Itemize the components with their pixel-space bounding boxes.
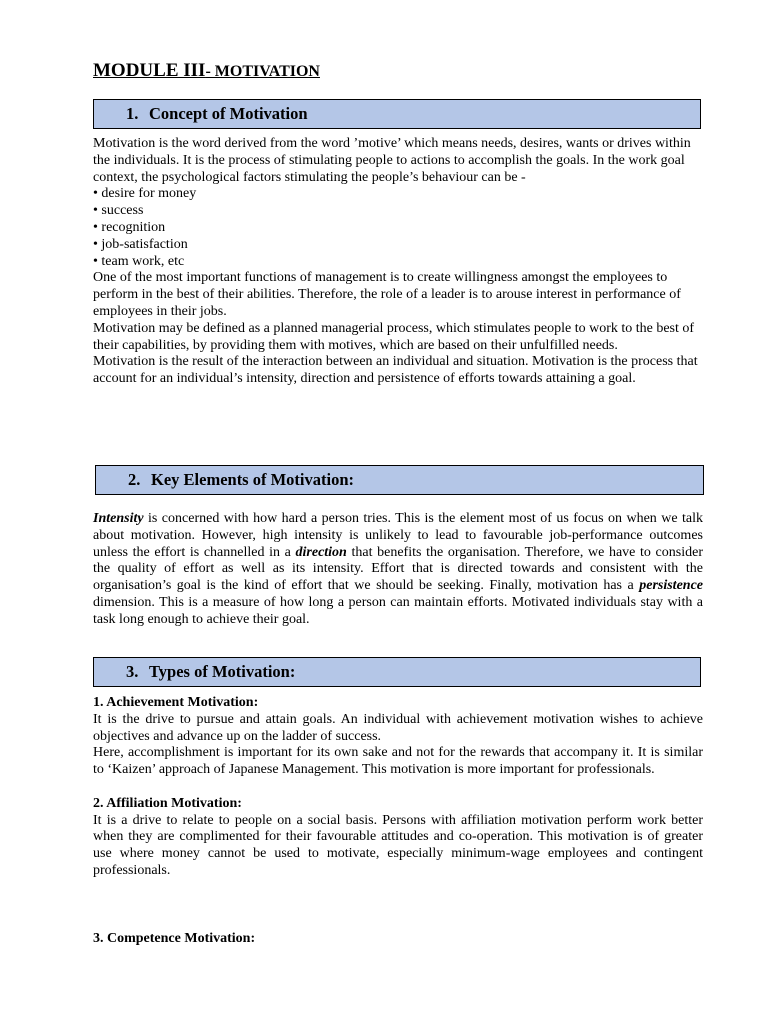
- achievement-paragraph: Here, accomplishment is important for its own sake and not for the rewards that accompany it. It is similar to ‘Kaizen’ approach of Japanese Management. This motivation is more important for professionals.: [93, 745, 703, 778]
- section-number: 2.: [128, 470, 141, 489]
- affiliation-title: 2. Affiliation Motivation:: [93, 795, 242, 811]
- section-heading: Key Elements of Motivation:: [151, 470, 355, 489]
- bullet-item: • job-satisfaction: [93, 236, 188, 252]
- key-elements-text: that benefits the organisation. Therefore, we have to consider the quality of effort as well as its intensity. Effort that is directed towards and consistent with the organisation’s goal is the kind of effort that we should be seeking. Finally, motivation has a: [93, 544, 703, 594]
- affiliation-paragraph: It is a drive to relate to people on a social basis. Persons with affiliation motivation perform work better when they are complimented for their favourable attitudes and co-operation. This motivation is of greater use where money cannot be used to motivate, especially minimum-wage employees and contingent professionals.: [93, 812, 703, 878]
- section-heading: Concept of Motivation: [149, 104, 308, 123]
- term-direction: direction: [295, 544, 347, 560]
- concept-intro: Motivation is the word derived from the word ’motive’ which means needs, desires, wants or drives within the individuals. It is the process of stimulating people to actions to accomplish the goals. In the work goal context, the psychological factors stimulating the people’s behaviour can be -: [93, 136, 691, 185]
- concept-paragraph: Motivation is the result of the interaction between an individual and situation. Motivation is the process that account for an individual’s intensity, direction and persistence of efforts towards attaining a goal.: [93, 354, 698, 387]
- achievement-title: 1. Achievement Motivation:: [93, 695, 259, 710]
- bullet-item: • desire for money: [93, 186, 197, 202]
- section-number: 3.: [126, 662, 139, 681]
- section-body-key-elements: [93, 511, 703, 629]
- bullet-item: • success: [93, 203, 144, 219]
- bullet-item: • team work, etc: [93, 253, 185, 269]
- section-body-concept: [93, 136, 703, 388]
- section-number: 1.: [126, 104, 139, 123]
- title-main: MODULE III: [93, 60, 206, 81]
- term-persistence: persistence: [639, 578, 703, 594]
- bullet-item: • recognition: [93, 219, 166, 235]
- section-header-concept: [93, 99, 701, 129]
- concept-paragraph: One of the most important functions of management is to create willingness amongst the employees to perform in the best of their abilities. Therefore, the role of a leader is to arouse interest in performance of employees in their jobs.: [93, 270, 681, 319]
- key-elements-text: dimension. This is a measure of how long a person can maintain efforts. Motivated individuals stay with a task long enough to achieve their goal.: [93, 594, 703, 627]
- section-header-key-elements: [95, 465, 704, 495]
- key-elements-text: is concerned with how hard a person tries. This is the element most of us focus on when we talk about motivation. However, high intensity is unlikely to lead to favourable job-performance outcomes unless the effort is channelled in a: [93, 511, 703, 560]
- page-title: [93, 60, 320, 82]
- term-intensity: Intensity: [93, 511, 144, 526]
- spacer: [93, 779, 703, 796]
- competence-title: 3. Competence Motivation:: [93, 931, 256, 946]
- key-elements-paragraph: [93, 511, 703, 629]
- section-heading: Types of Motivation:: [149, 662, 296, 681]
- achievement-paragraph: It is the drive to pursue and attain goals. An individual with achievement motivation wishes to achieve objectives and advance up on the ladder of success.: [93, 711, 703, 744]
- concept-paragraph: Motivation may be defined as a planned managerial process, which stimulates people to work to the best of their capabilities, by providing them with motives, which are based on their unfulfilled needs.: [93, 320, 695, 353]
- competence-block: [93, 931, 703, 948]
- section-body-types: [93, 695, 703, 880]
- title-sub: - MOTIVATION: [205, 63, 320, 80]
- section-header-types: [93, 657, 701, 687]
